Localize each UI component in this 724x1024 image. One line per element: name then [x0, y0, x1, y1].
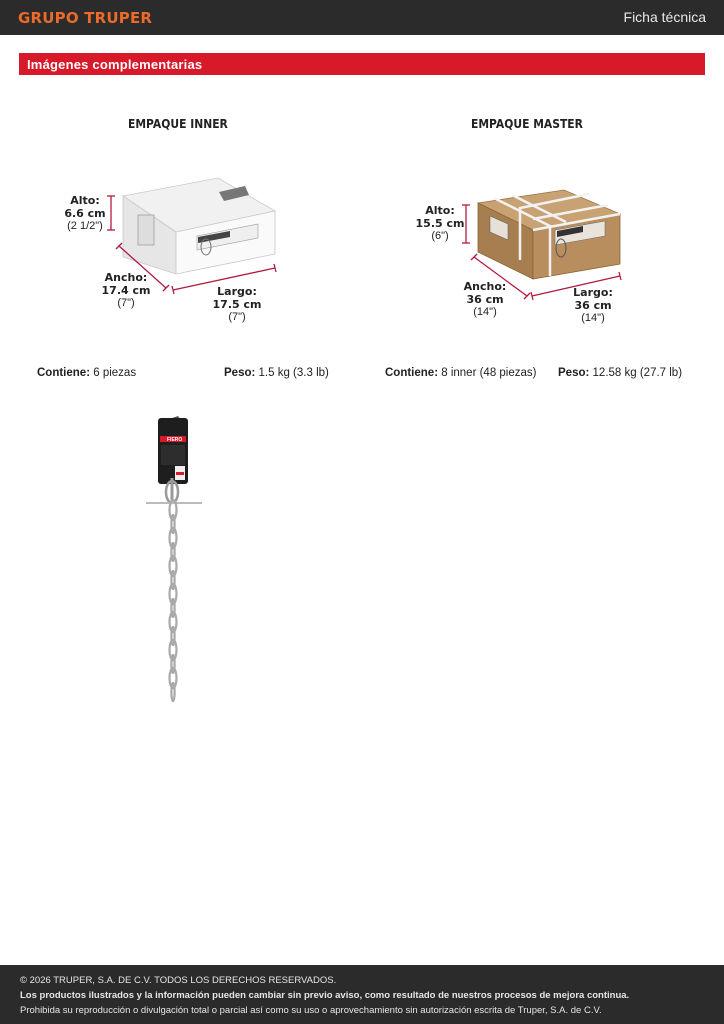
master-peso-label: Peso: [558, 367, 590, 379]
inner-largo-inches: (7") [228, 311, 246, 323]
master-alto-value: 15.5 cm [415, 217, 465, 230]
footer [0, 965, 724, 1024]
inner-largo-value: 17.5 cm [212, 298, 262, 311]
master-contiene-label: Contiene: [385, 367, 439, 379]
master-alto-label: Alto: [425, 204, 455, 217]
master-ancho-label: Ancho: [463, 280, 507, 293]
inner-pack-title: EMPAQUE INNER [128, 116, 228, 131]
inner-alto-label: Alto: [70, 194, 100, 207]
master-contiene-value: 8 inner (48 piezas) [441, 367, 537, 379]
footer-prohibition: Prohibida su reproducción o divulgación total o parcial así como su uso o aprovechamiento sin autorización escrita de Truper, S.A. de C.V. [20, 1005, 602, 1016]
inner-ancho-inches: (7") [117, 297, 135, 309]
doc-type-label: Ficha técnica [623, 9, 706, 25]
master-pack-title: EMPAQUE MASTER [471, 116, 583, 131]
master-largo-label: Largo: [573, 286, 613, 299]
master-largo-inches: (14") [581, 312, 605, 324]
footer-notice: Los productos ilustrados y la información pueden cambiar sin previo aviso, como resultado de nuestros procesos de mejora continua. [20, 990, 630, 1001]
card-brand-text: FIERO [167, 437, 183, 443]
inner-largo-label: Largo: [217, 285, 257, 298]
inner-ancho-value: 17.4 cm [101, 284, 151, 297]
brand-logo: GRUPO TRUPER [18, 9, 153, 27]
inner-alto-inches: (2 1/2") [67, 220, 103, 232]
section-title: Imágenes complementarias [27, 57, 203, 72]
master-largo-value: 36 cm [574, 299, 612, 312]
inner-contiene-value: 6 piezas [93, 367, 137, 379]
inner-alto-value: 6.6 cm [64, 207, 106, 220]
master-ancho-inches: (14") [473, 306, 497, 318]
inner-peso-value: 1.5 kg (3.3 lb) [258, 367, 329, 379]
master-ancho-value: 36 cm [466, 293, 504, 306]
inner-peso-label: Peso: [224, 367, 256, 379]
footer-copyright: © 2026 TRUPER, S.A. DE C.V. TODOS LOS DERECHOS RESERVADOS. [20, 975, 337, 986]
chain-link [171, 683, 174, 701]
inner-contiene-label: Contiene: [37, 367, 91, 379]
inner-ancho-label: Ancho: [104, 271, 148, 284]
master-alto-inches: (6") [431, 230, 449, 242]
master-peso-value: 12.58 kg (27.7 lb) [592, 367, 683, 379]
